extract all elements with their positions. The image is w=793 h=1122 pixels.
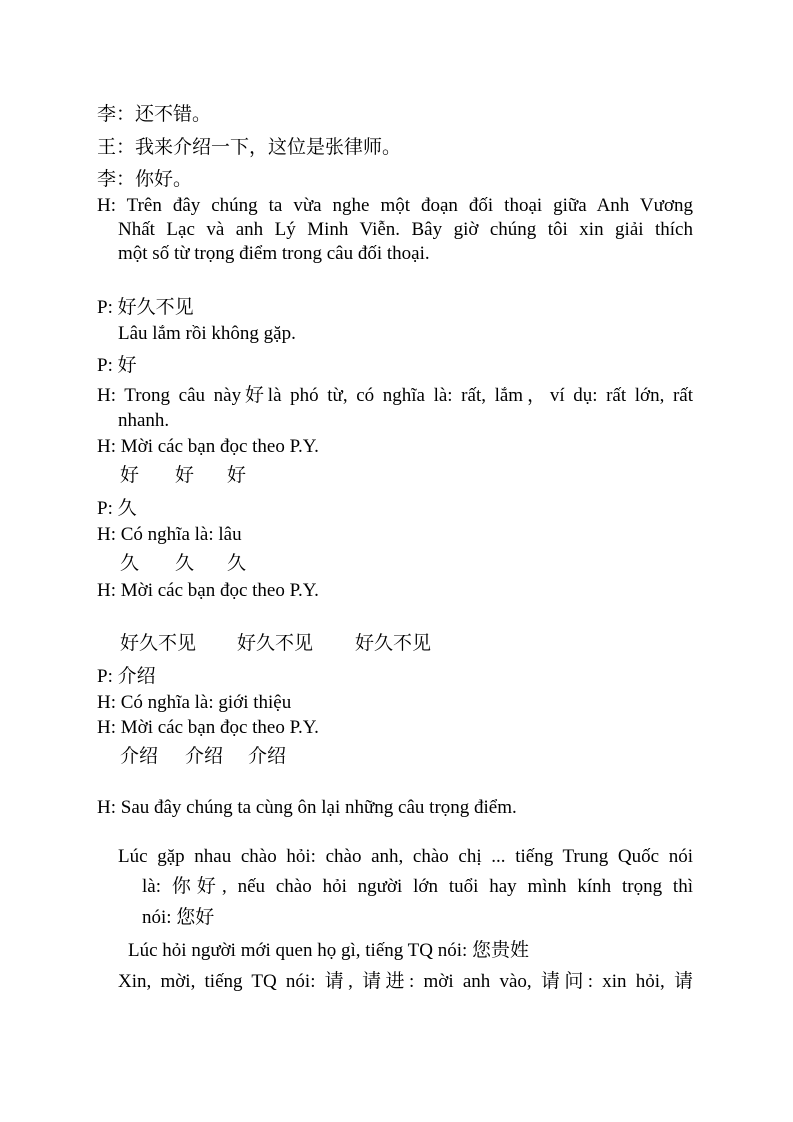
- term-haojiubujian-meaning: Lâu lắm rồi không gặp.: [118, 323, 296, 344]
- greeting-line-1: Lúc gặp nhau chào hỏi: chào anh, chào chị ... tiếng Trung Quốc nói: [118, 846, 693, 867]
- greeting-line-2: là: 你好, nếu chào hỏi người lớn tuổi hay mình kính trọng thì: [142, 876, 693, 897]
- term-hao-explanation-2: nhanh.: [118, 410, 170, 431]
- read-instruction-2: H: Mời các bạn đọc theo P.Y.: [97, 580, 319, 601]
- term-jieshao: P: 介绍: [97, 666, 156, 687]
- dialogue-line-li-1: 李：还不错。: [97, 104, 212, 125]
- drill-jiu-2: 久: [175, 553, 195, 574]
- read-instruction-3: H: Mời các bạn đọc theo P.Y.: [97, 717, 319, 738]
- intro-line-1: H: Trên đây chúng ta vừa nghe một đoạn đối thoại giữa Anh Vương: [97, 195, 693, 216]
- intro-line-3: một số từ trọng điểm trong câu đối thoại.: [118, 243, 430, 264]
- surname-line: Lúc hỏi người mới quen họ gì, tiếng TQ nói: 您贵姓: [128, 940, 530, 961]
- term-hao-explanation-1: H: Trong câu này好là phó từ, có nghĩa là: rất, lắm，ví dụ: rất lớn, rất: [97, 385, 693, 406]
- intro-line-2: Nhất Lạc và anh Lý Minh Viễn. Bây giờ chúng tôi xin giải thích: [118, 219, 693, 240]
- drill-haojiubujian-3: 好久不见: [355, 633, 432, 654]
- drill-hao-1: 好: [120, 465, 140, 486]
- read-instruction-1: H: Mời các bạn đọc theo P.Y.: [97, 436, 319, 457]
- term-hao: P: 好: [97, 355, 137, 376]
- greeting-line-3: nói: 您好: [142, 907, 215, 928]
- dialogue-line-wang: 王：我来介绍一下，这位是张律师。: [97, 137, 402, 158]
- dialogue-line-li-2: 李：你好。: [97, 169, 193, 190]
- drill-hao-3: 好: [227, 465, 247, 486]
- term-haojiubujian: P: 好久不见: [97, 297, 194, 318]
- drill-jiu-3: 久: [227, 553, 247, 574]
- drill-jieshao-1: 介绍: [120, 746, 159, 767]
- drill-haojiubujian-1: 好久不见: [120, 633, 197, 654]
- term-jiu: P: 久: [97, 498, 137, 519]
- please-line: Xin, mời, tiếng TQ nói: 请, 请进: mời anh vào, 请问: xin hỏi, 请: [118, 971, 693, 992]
- drill-hao-2: 好: [175, 465, 195, 486]
- drill-jieshao-2: 介绍: [185, 746, 224, 767]
- term-jieshao-meaning: H: Có nghĩa là: giới thiệu: [97, 692, 292, 713]
- term-jiu-meaning: H: Có nghĩa là: lâu: [97, 524, 242, 545]
- drill-jiu-1: 久: [120, 553, 140, 574]
- drill-jieshao-3: 介绍: [248, 746, 287, 767]
- drill-haojiubujian-2: 好久不见: [237, 633, 314, 654]
- review-heading: H: Sau đây chúng ta cùng ôn lại những câu trọng điểm.: [97, 797, 517, 818]
